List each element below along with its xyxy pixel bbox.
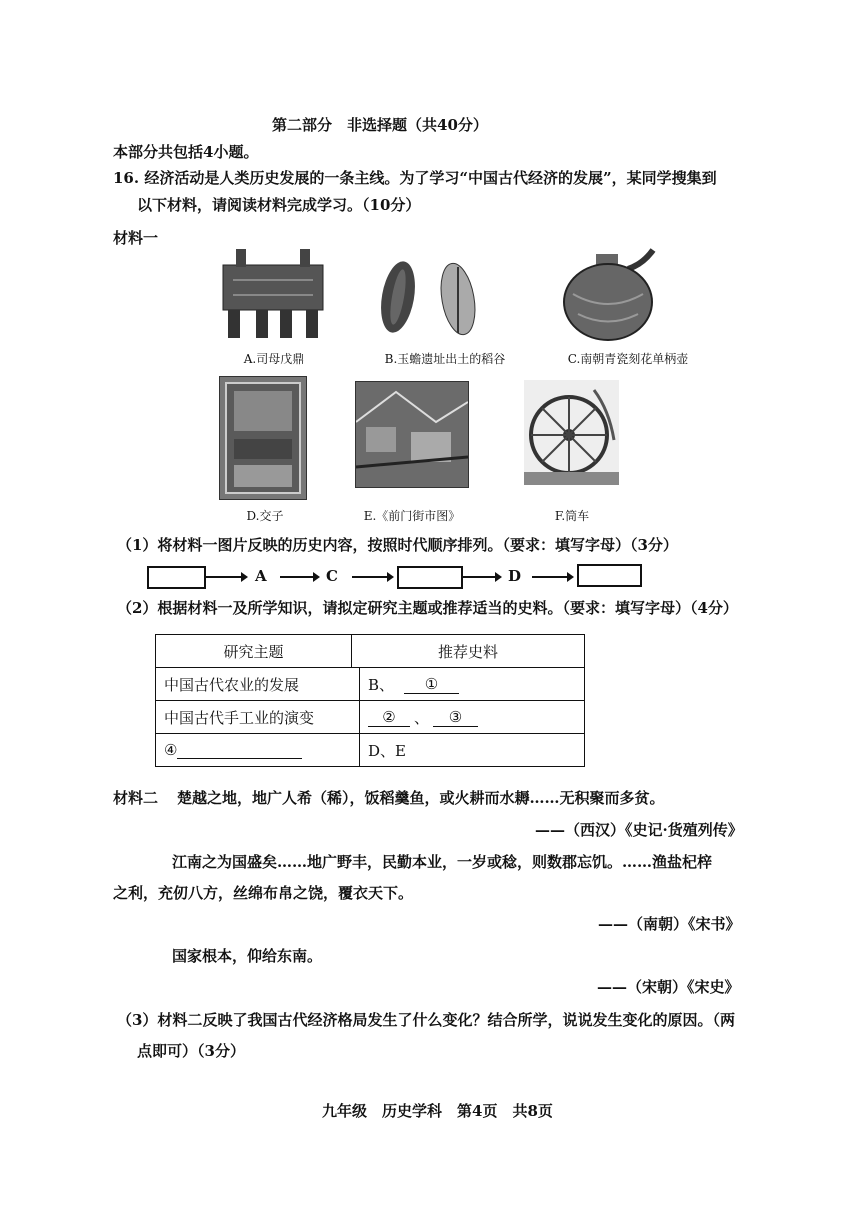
separator: 、 (414, 708, 430, 727)
material-two-source-2: ——（南朝）《宋书》 (598, 915, 741, 933)
source-cell-1 (360, 668, 584, 700)
material-two-quote-1: 楚越之地，地广人希（稀），饭稻羹鱼，或火耕而水耨……无积聚而多贫。 (177, 789, 665, 807)
sequence-c: C (326, 567, 338, 585)
page-footer: 九年级 历史学科 第4页 共8页 (322, 1102, 553, 1120)
table-row (156, 700, 584, 733)
question-16-line2: 以下材料，请阅读材料完成学习。（10分） (137, 196, 421, 214)
image-e-caption: E.《前门街市图》 (363, 509, 461, 523)
material-two-quote-2a: 江南之为国盛矣……地广野丰，民勤本业，一岁或稔，则数郡忘饥。……渔盐杞梓 (172, 853, 713, 871)
sequence-d: D (508, 567, 522, 585)
answer-blank-4-label: ④ (164, 741, 178, 759)
answer-box-2[interactable] (397, 566, 463, 589)
material-two-source-1: ——（西汉）《史记·货殖列传》 (535, 821, 743, 839)
material-two-quote-3: 国家根本，仰给东南。 (172, 947, 323, 965)
question-16-line1: 16. 经济活动是人类历史发展的一条主线。为了学习“中国古代经济的发展”，某同学搜集到 (113, 169, 717, 187)
table-header-row (156, 635, 584, 667)
material-two-source-3: ——（宋朝）《宋史》 (597, 978, 740, 996)
arrow-1 (204, 576, 242, 578)
table-row (156, 667, 584, 700)
arrow-3 (352, 576, 388, 578)
answer-blank-1[interactable]: ① (404, 675, 459, 694)
answer-blank-4[interactable] (177, 742, 302, 759)
answer-box-1[interactable] (147, 566, 206, 589)
image-f-caption: F.筒车 (554, 509, 590, 523)
material-one-label: 材料一 (113, 229, 159, 247)
question-3-line2: 点即可）（3分） (137, 1042, 245, 1060)
research-table (155, 634, 585, 767)
header-source: 推荐史料 (437, 642, 498, 661)
image-d-caption: D.交子 (246, 509, 284, 523)
jiaozi-banknote-icon (219, 376, 307, 500)
source-de: D、E (368, 741, 406, 760)
sequence-a: A (255, 567, 267, 585)
image-b-caption: B.玉蟾遗址出土的稻谷 (384, 352, 506, 366)
material-two-label: 材料二 (113, 789, 159, 807)
arrow-4 (462, 576, 496, 578)
celadon-pot-icon (558, 244, 663, 348)
bronze-ding-icon (218, 245, 328, 344)
arrow-5 (532, 576, 568, 578)
topic-cell-4 (156, 734, 360, 766)
water-wheel-icon (524, 380, 619, 489)
section-note: 本部分共包括4小题。 (113, 143, 259, 161)
image-c-caption: C.南朝青瓷刻花单柄壶 (567, 352, 689, 366)
source-prefix-b: B、 (368, 675, 395, 694)
question-3-line1: （3）材料二反映了我国古代经济格局发生了什么变化？结合所学，说说发生变化的原因。（两 (117, 1011, 735, 1029)
question-1-text: （1）将材料一图片反映的历史内容，按照时代顺序排列。（要求：填写字母）（3分） (117, 536, 678, 554)
street-market-painting-icon (355, 381, 469, 488)
question-2-text: （2）根据材料一及所学知识，请拟定研究主题或推荐适当的史料。（要求：填写字母）（4分） (117, 599, 738, 617)
table-row (156, 733, 584, 766)
answer-blank-3[interactable]: ③ (433, 708, 478, 727)
header-topic: 研究主题 (156, 635, 352, 667)
material-two-quote-2b: 之利，充仞八方，丝绵布帛之饶，覆衣天下。 (113, 884, 414, 902)
rice-grain-icon (370, 257, 485, 346)
source-cell-2 (360, 701, 584, 733)
section-title: 第二部分 非选择题（共40分） (272, 116, 488, 134)
topic-handicraft: 中国古代手工业的演变 (156, 701, 360, 733)
answer-blank-2[interactable]: ② (368, 708, 410, 727)
answer-box-3[interactable] (577, 564, 642, 587)
image-a-caption: A.司母戊鼎 (243, 352, 305, 366)
topic-agriculture: 中国古代农业的发展 (156, 668, 360, 700)
arrow-2 (280, 576, 314, 578)
